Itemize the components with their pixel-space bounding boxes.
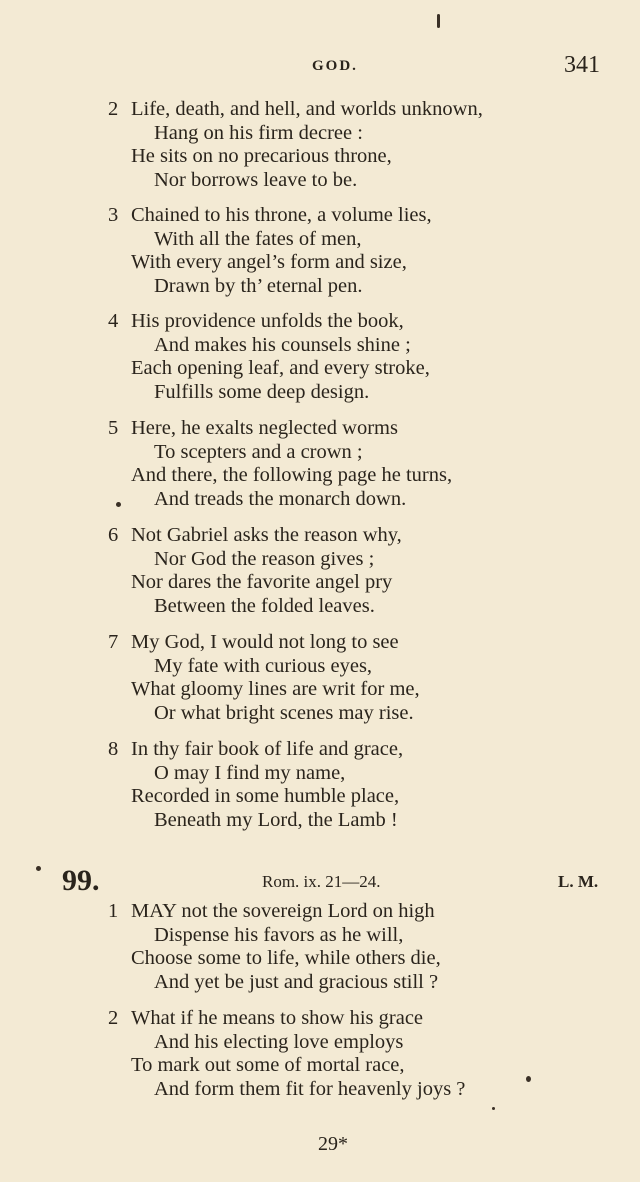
verse-line: [108, 145, 608, 169]
verse-line: [108, 548, 608, 572]
stanza: [108, 631, 608, 725]
verse-text: Here, he exalts neglected worms: [131, 417, 398, 439]
verse-text: Recorded in some humble place,: [131, 785, 400, 807]
verse-text: What if he means to show his grace: [131, 1007, 424, 1029]
ink-speck: [492, 1107, 495, 1110]
verse-text: Hang on his firm decree :: [154, 121, 363, 144]
ink-speck: [116, 502, 121, 507]
stanza: [108, 204, 608, 298]
verse-line: [108, 1007, 608, 1031]
verse-line: [108, 464, 608, 488]
running-title: GOD.: [312, 58, 358, 74]
verse-text: Life, death, and hell, and worlds unknown,: [131, 98, 483, 120]
verse-line: [108, 204, 608, 228]
verse-text: Dispense his favors as he will,: [154, 923, 404, 946]
stanza-number: 3: [108, 204, 119, 226]
verse-line: [108, 631, 608, 655]
verse-line: [108, 900, 608, 924]
verse-line: [108, 595, 608, 619]
verse-line: [108, 357, 608, 381]
stanza-number: 7: [108, 631, 119, 653]
verse-text: His providence unfolds the book,: [131, 310, 404, 332]
verse-text: Each opening leaf, and every stroke,: [131, 357, 430, 379]
verse-text: Drawn by th’ eternal pen.: [154, 274, 363, 297]
verse-text: To scepters and a crown ;: [154, 440, 363, 463]
verse-text: MAY not the sovereign Lord on high: [131, 900, 435, 922]
verse-line: [108, 488, 608, 512]
verse-text: He sits on no precarious throne,: [131, 145, 392, 167]
verse-line: [108, 1078, 608, 1102]
verse-line: [108, 228, 608, 252]
verse-text: My fate with curious eyes,: [154, 654, 373, 677]
stanza: [108, 524, 608, 618]
verse-line: [108, 678, 608, 702]
verse-text: O may I find my name,: [154, 761, 346, 784]
verse-line: [108, 702, 608, 726]
verse-text: Choose some to life, while others die,: [131, 947, 441, 969]
verse-line: [108, 571, 608, 595]
stanza-number: 1: [108, 900, 119, 922]
verse-text: And makes his counsels shine ;: [154, 333, 411, 356]
verse-line: [108, 169, 608, 193]
hymn-number: 99.: [62, 864, 100, 897]
verse-line: [108, 524, 608, 548]
stanza: [108, 417, 608, 511]
verse-text: Nor dares the favorite angel pry: [131, 571, 393, 593]
stanza-number: 8: [108, 738, 119, 760]
verse-text: And there, the following page he turns,: [131, 464, 453, 486]
verse-text: And his electing love employs: [154, 1030, 404, 1053]
verse-text: With all the fates of men,: [154, 227, 362, 250]
hymn-meter: L. M.: [558, 872, 599, 891]
verse-text: To mark out some of mortal race,: [131, 1054, 405, 1076]
verse-text: And form them fit for heavenly joys ?: [154, 1077, 466, 1100]
verse-line: [108, 924, 608, 948]
verse-text: Or what bright scenes may rise.: [154, 701, 414, 724]
stanza: [108, 310, 608, 404]
verse-line: [108, 251, 608, 275]
verse-text: With every angel’s form and size,: [131, 251, 407, 273]
ink-speck: [526, 1076, 531, 1082]
verse-line: [108, 1054, 608, 1078]
verse-line: [108, 809, 608, 833]
printer-signature-mark: 29*: [318, 1133, 348, 1155]
verse-text: Fulfills some deep design.: [154, 380, 370, 403]
verse-text: My God, I would not long to see: [131, 631, 399, 653]
stanza-number: 5: [108, 417, 119, 439]
verse-line: [108, 738, 608, 762]
verse-line: [108, 417, 608, 441]
verse-text: And treads the monarch down.: [154, 487, 407, 510]
verse-line: [108, 971, 608, 995]
stanza: [108, 98, 608, 192]
page-header: [0, 52, 640, 82]
stanza-number: 2: [108, 1007, 119, 1029]
verse-line: [108, 762, 608, 786]
hymn-99-heading: [0, 864, 640, 898]
verse-text: Beneath my Lord, the Lamb !: [154, 808, 398, 831]
verse-line: [108, 947, 608, 971]
verse-text: Chained to his throne, a volume lies,: [131, 204, 432, 226]
verse-line: [108, 441, 608, 465]
verse-text: Nor borrows leave to be.: [154, 168, 358, 191]
verse-line: [108, 310, 608, 334]
verse-line: [108, 334, 608, 358]
verse-text: In thy fair book of life and grace,: [131, 738, 404, 760]
scripture-reference: Rom. ix. 21—24.: [262, 872, 381, 891]
verse-text: Not Gabriel asks the reason why,: [131, 524, 402, 546]
stanza: [108, 738, 608, 832]
page-number: 341: [564, 52, 600, 78]
stanza: [108, 900, 608, 994]
verse-text: Nor God the reason gives ;: [154, 547, 375, 570]
stanza-number: 2: [108, 98, 119, 120]
ink-speck: [437, 14, 440, 28]
stanza-number: 4: [108, 310, 119, 332]
verse-text: Between the folded leaves.: [154, 594, 375, 617]
ink-speck: [36, 866, 41, 871]
verse-line: [108, 655, 608, 679]
verse-text: And yet be just and gracious still ?: [154, 970, 439, 993]
verse-line: [108, 275, 608, 299]
verse-line: [108, 381, 608, 405]
verse-text: What gloomy lines are writ for me,: [131, 678, 420, 700]
verse-line: [108, 98, 608, 122]
stanza: [108, 1007, 608, 1101]
verse-line: [108, 122, 608, 146]
verse-line: [108, 785, 608, 809]
stanza-number: 6: [108, 524, 119, 546]
verse-line: [108, 1031, 608, 1055]
